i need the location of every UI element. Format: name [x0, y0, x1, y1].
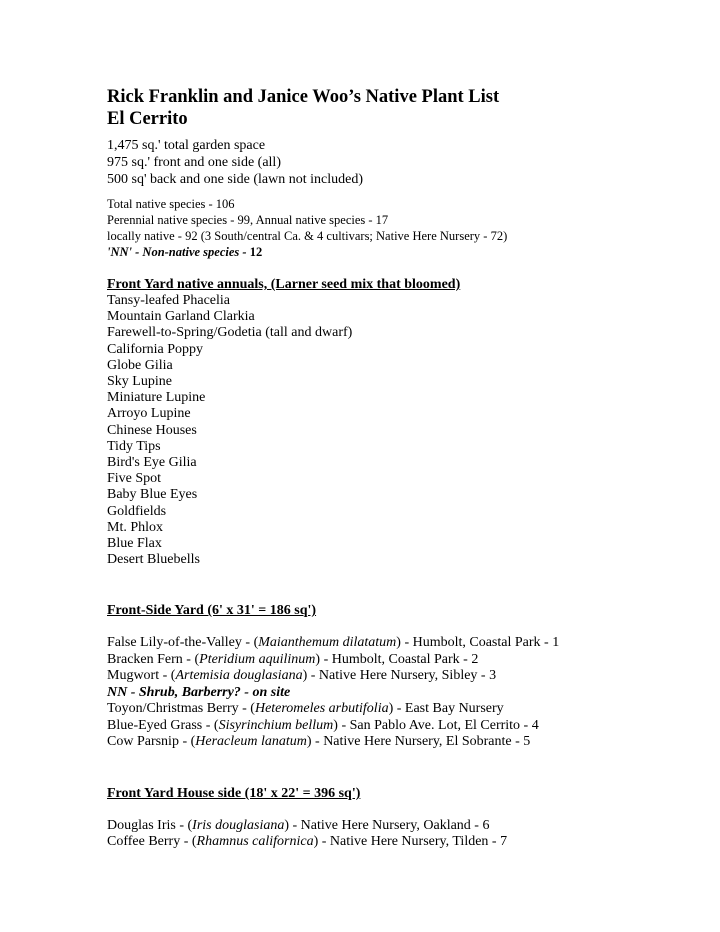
document-title — [107, 86, 697, 130]
garden-front: 975 sq.' front and one side (all) — [107, 155, 281, 170]
title-line-1: Rick Franklin and Janice Woo’s Native Plant List — [107, 87, 500, 107]
source-note: ) - San Pablo Ave. Lot, El Cerrito - 4 — [333, 717, 539, 733]
latin-name: Pteridium aquilinum — [199, 651, 316, 667]
latin-name: Heracleum lanatum — [195, 734, 307, 750]
common-name: Douglas Iris - ( — [107, 817, 193, 833]
common-name: Blue-Eyed Grass - ( — [107, 717, 219, 733]
source-note: ) - Native Here Nursery, Sibley - 3 — [302, 668, 497, 684]
source-note: ) - Humbolt, Coastal Park - 2 — [315, 651, 479, 667]
list-item: Bird's Eye Gilia — [107, 455, 197, 471]
stat-total: Total native species - 106 — [107, 197, 235, 211]
list-item: Chinese Houses — [107, 422, 197, 438]
stat-non-native — [107, 244, 697, 260]
source-note: ) - Native Here Nursery, Tilden - 7 — [313, 834, 508, 850]
list-item: Sky Lupine — [107, 374, 172, 390]
list-item: Miniature Lupine — [107, 390, 206, 406]
list-item: Five Spot — [107, 471, 162, 487]
common-name: False Lily-of-the-Valley - ( — [107, 635, 259, 651]
plant-entry — [107, 718, 697, 735]
plant-entry — [107, 652, 697, 669]
list-item: Globe Gilia — [107, 357, 173, 373]
plant-entry — [107, 635, 697, 652]
garden-total: 1,475 sq.' total garden space — [107, 138, 266, 153]
non-native-note: NN - Shrub, Barberry? - on site — [107, 684, 291, 700]
common-name: Cow Parsnip - ( — [107, 734, 196, 750]
list-item: Desert Bluebells — [107, 552, 200, 568]
latin-name: Maianthemum dilatatum — [258, 635, 397, 651]
list-item: California Poppy — [107, 341, 204, 357]
list-item: Mountain Garland Clarkia — [107, 309, 255, 325]
plant-entry — [107, 701, 697, 718]
list-item: Tansy-leafed Phacelia — [107, 293, 231, 308]
plant-entry — [107, 685, 697, 702]
common-name: Mugwort - ( — [107, 668, 176, 684]
latin-name: Heteromeles arbutifolia — [254, 701, 389, 717]
section-heading-front-annuals: Front Yard native annuals, (Larner seed mix that bloomed) — [107, 277, 461, 292]
front-annuals-list — [107, 293, 697, 568]
document-page — [107, 86, 697, 851]
non-native-label: 'NN' - Non-native species - — [107, 245, 250, 259]
stat-local: locally native - 92 (3 South/central Ca. & 4 cultivars; Native Here Nursery - 72) — [107, 229, 508, 243]
list-item: Blue Flax — [107, 536, 162, 552]
non-native-count: 12 — [249, 245, 263, 259]
front-side-list — [107, 635, 697, 751]
list-item: Mt. Phlox — [107, 519, 164, 535]
list-item: Tidy Tips — [107, 438, 161, 454]
plant-entry — [107, 734, 697, 751]
latin-name: Rhamnus californica — [196, 834, 314, 850]
list-item: Baby Blue Eyes — [107, 487, 198, 503]
common-name: Coffee Berry - ( — [107, 834, 197, 850]
common-name: Bracken Fern - ( — [107, 651, 200, 667]
plant-entry — [107, 668, 697, 685]
plant-entry — [107, 818, 697, 835]
stat-perennial: Perennial native species - 99, Annual native species - 17 — [107, 213, 389, 227]
plant-entry — [107, 834, 697, 851]
latin-name: Artemisia douglasiana — [175, 668, 303, 684]
source-note: ) - East Bay Nursery — [388, 701, 504, 717]
garden-space-summary — [107, 137, 697, 188]
common-name: Toyon/Christmas Berry - ( — [107, 701, 255, 717]
garden-back: 500 sq' back and one side (lawn not included) — [107, 172, 364, 187]
section-heading-house-side: Front Yard House side (18' x 22' = 396 sq') — [107, 785, 361, 801]
species-stats — [107, 196, 697, 260]
section-heading-front-side: Front-Side Yard (6' x 31' = 186 sq') — [107, 603, 317, 619]
latin-name: Iris douglasiana — [192, 817, 285, 833]
list-item: Goldfields — [107, 503, 167, 519]
house-side-list — [107, 818, 697, 851]
latin-name: Sisyrinchium bellum — [218, 717, 334, 733]
source-note: ) - Native Here Nursery, El Sobrante - 5 — [306, 734, 531, 750]
list-item: Arroyo Lupine — [107, 406, 191, 422]
source-note: ) - Humbolt, Coastal Park - 1 — [396, 635, 560, 651]
source-note: ) - Native Here Nursery, Oakland - 6 — [284, 817, 490, 833]
title-line-2: El Cerrito — [107, 109, 188, 129]
list-item: Farewell-to-Spring/Godetia (tall and dwarf) — [107, 325, 353, 341]
